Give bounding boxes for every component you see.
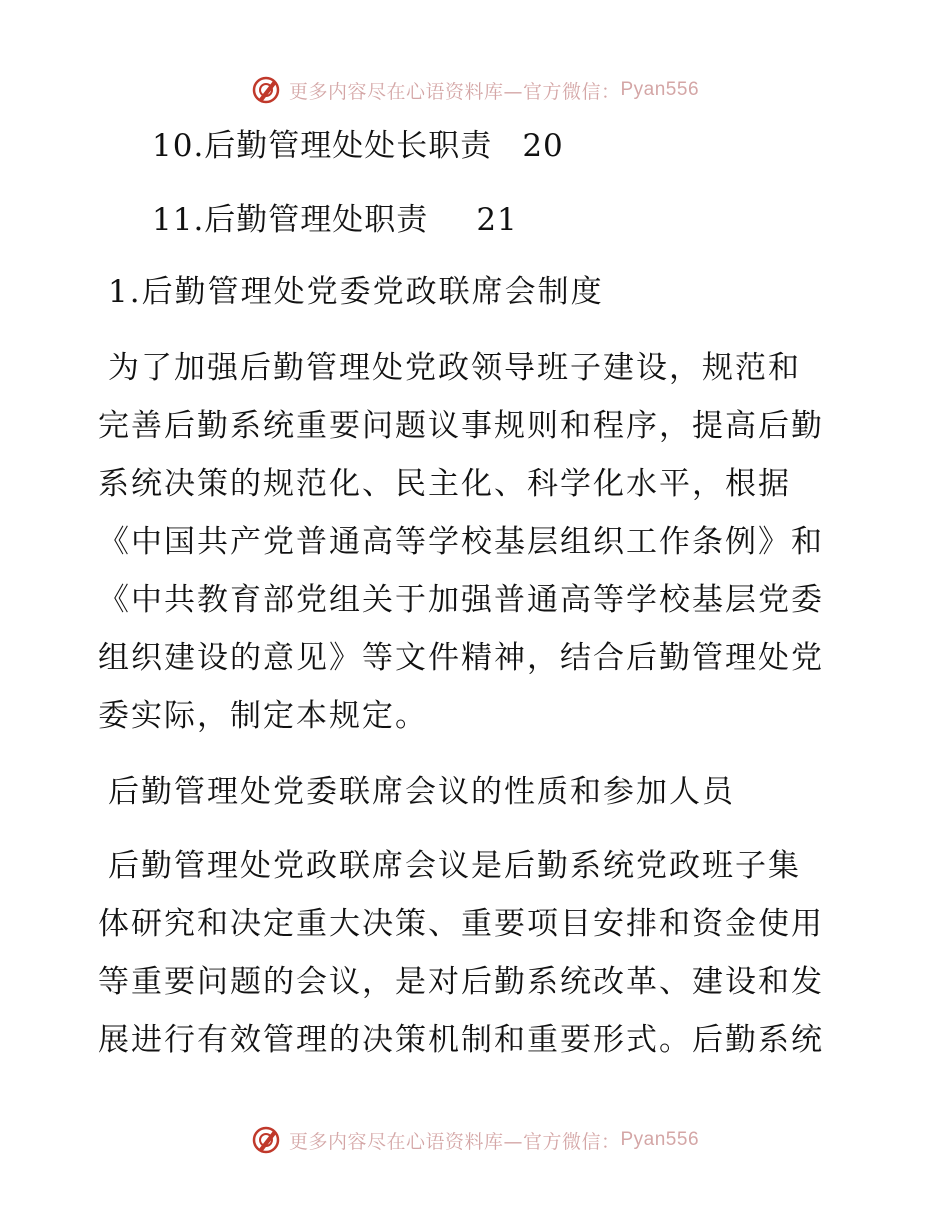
paragraph-line: 完善后勤系统重要问题议事规则和程序，提高后勤 [98, 408, 824, 444]
watermark-text: 更多内容尽在心语资料库—官方微信： [288, 1130, 621, 1153]
toc-entry-page: 21 [476, 202, 518, 238]
watermark-text: 更多内容尽在心语资料库—官方微信： [288, 80, 621, 103]
toc-entry-label: 11.后勤管理处职责 [152, 202, 429, 238]
paragraph-line: 《中国共产党普通高等学校基层组织工作条例》和 [98, 524, 824, 560]
watermark-account: Pyan556 [620, 79, 700, 100]
toc-entry-page: 20 [522, 128, 564, 164]
pen-logo-icon [251, 75, 281, 105]
paragraph-line: 展进行有效管理的决策机制和重要形式。后勤系统 [98, 1022, 824, 1058]
paragraph-line: 组织建设的意见》等文件精神，结合后勤管理处党 [98, 640, 824, 676]
watermark-footer [0, 1120, 950, 1160]
section-title: 1.后勤管理处党委党政联席会制度 [108, 274, 604, 310]
paragraph-line: 委实际，制定本规定。 [98, 698, 428, 734]
pen-logo-icon [251, 1125, 281, 1155]
paragraph-line: 等重要问题的会议，是对后勤系统改革、建设和发 [98, 964, 824, 1000]
toc-entry-label: 10.后勤管理处处长职责 [152, 128, 493, 164]
paragraph-line: 《中共教育部党组关于加强普通高等学校基层党委 [98, 582, 824, 618]
paragraph-line: 为了加强后勤管理处党政领导班子建设，规范和 [108, 350, 801, 386]
paragraph-line: 系统决策的规范化、民主化、科学化水平，根据 [98, 466, 791, 502]
toc-entry [152, 126, 564, 166]
subheading: 后勤管理处党委联席会议的性质和参加人员 [108, 774, 735, 810]
watermark-header [0, 70, 950, 110]
paragraph-line: 后勤管理处党政联席会议是后勤系统党政班子集 [108, 848, 801, 884]
toc-entry [152, 200, 518, 240]
paragraph-line: 体研究和决定重大决策、重要项目安排和资金使用 [98, 906, 824, 942]
watermark-account: Pyan556 [620, 1129, 700, 1150]
